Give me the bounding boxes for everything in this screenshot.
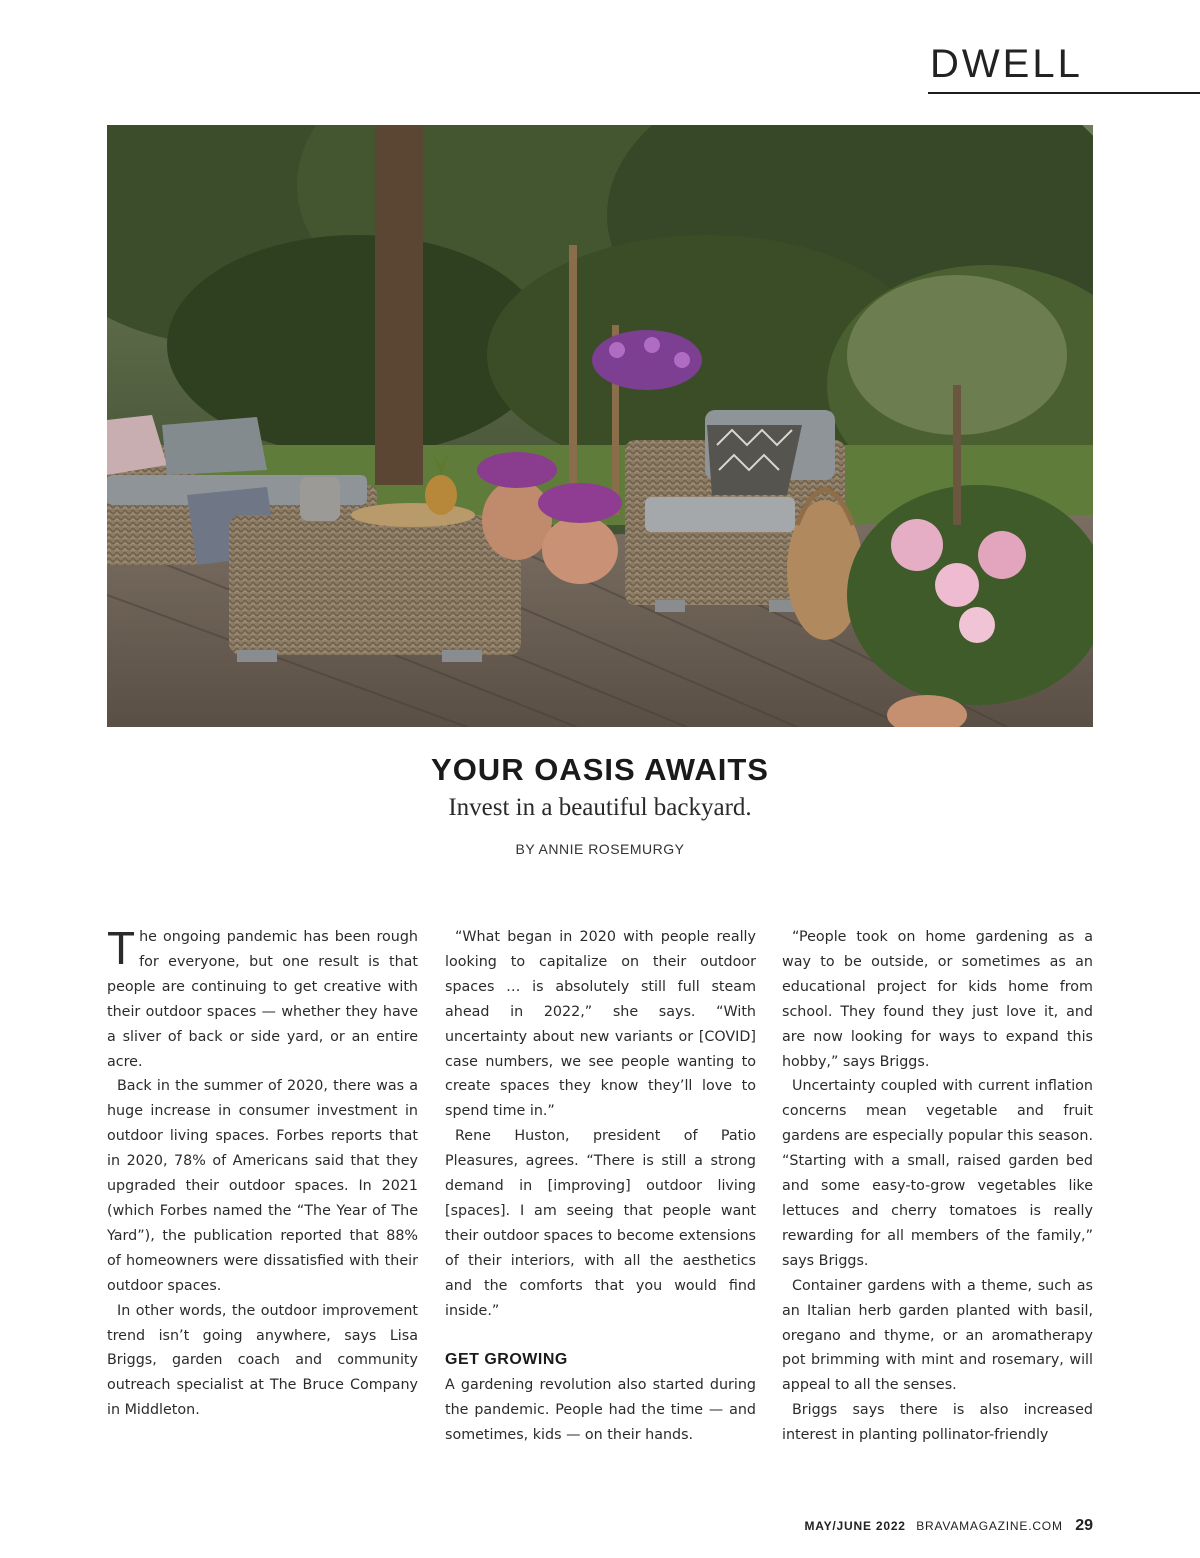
hero-photo [107, 125, 1093, 727]
paragraph: Briggs says there is also increased interest in planting pollinator-friendly [782, 1402, 1093, 1444]
paragraph: A gardening revolution also started during the pandemic. People had the time — and sometimes, kids — on their hands. [445, 1377, 756, 1444]
article-column-2 [445, 925, 756, 1473]
article-title: YOUR OASIS AWAITS [431, 752, 769, 787]
page-number: 29 [1075, 1517, 1093, 1534]
paragraph: In other words, the outdoor improvement trend isn’t going anywhere, says Lisa Briggs, garden coach and community outreach specialist at The Bruce Company in Middleton. [107, 1302, 418, 1419]
page-footer [804, 1517, 1093, 1535]
article-subtitle: Invest in a beautiful backyard. [448, 794, 752, 821]
article-column-3 [782, 925, 1093, 1473]
patio-garden-illustration [107, 125, 1093, 727]
paragraph: Container gardens with a theme, such as an Italian herb garden planted with basil, oregano and thyme, or an aromatherapy pot brimming with mint and rosemary, will appeal to all the senses. [782, 1277, 1093, 1394]
paragraph: Uncertainty coupled with current inflation concerns mean vegetable and fruit gardens are especially popular this season. “Starting with a small, raised garden bed and some easy-to-grow vegetables like lettuces and cherry tomatoes is really rewarding for all members of the family,” says Briggs. [782, 1078, 1093, 1269]
paragraph: “What began in 2020 with people really looking to capitalize on their outdoor spaces … is absolutely still full steam ahead in 2022,” she says. “With uncertainty about new variants or [COVID] case numbers, we see people wanting to create spaces they know they’ll love to spend time in.” [445, 929, 756, 1120]
paragraph: Rene Huston, president of Patio Pleasures, agrees. “There is still a strong demand in [improving] outdoor living [spaces]. I am seeing that people want their outdoor spaces to become extensions of their interiors, with all the aesthetics and the comforts that you would find inside.” [445, 1128, 756, 1319]
website: BRAVAMAGAZINE.COM [916, 1519, 1063, 1533]
drop-cap: T [107, 925, 136, 974]
section-subhead: GET GROWING [445, 1351, 568, 1369]
section-label: DWELL [930, 42, 1083, 86]
article-column-1 [107, 925, 418, 1473]
article-byline: BY ANNIE ROSEMURGY [515, 841, 685, 857]
paragraph: Back in the summer of 2020, there was a huge increase in consumer investment in outdoor living spaces. Forbes reports that in 2020, 78% of Americans said that they upgraded their outdoor spaces. In 2021 (which Forbes named the “The Year of The Yard”), the publication reported that 88% of homeowners were dissatisfied with their outdoor spaces. [107, 1078, 418, 1294]
paragraph: “People took on home gardening as a way to be outside, or sometimes as an educational project for kids home from school. They found they just love it, and are now looking for ways to expand this hobby,” says Briggs. [782, 929, 1093, 1070]
issue-date: MAY/JUNE 2022 [804, 1519, 906, 1533]
paragraph: The ongoing pandemic has been rough for everyone, but one result is that people are continuing to get creative with their outdoor spaces — whether they have a sliver of back or side yard, or an entire acre. [107, 925, 418, 1070]
section-header [928, 38, 1200, 94]
